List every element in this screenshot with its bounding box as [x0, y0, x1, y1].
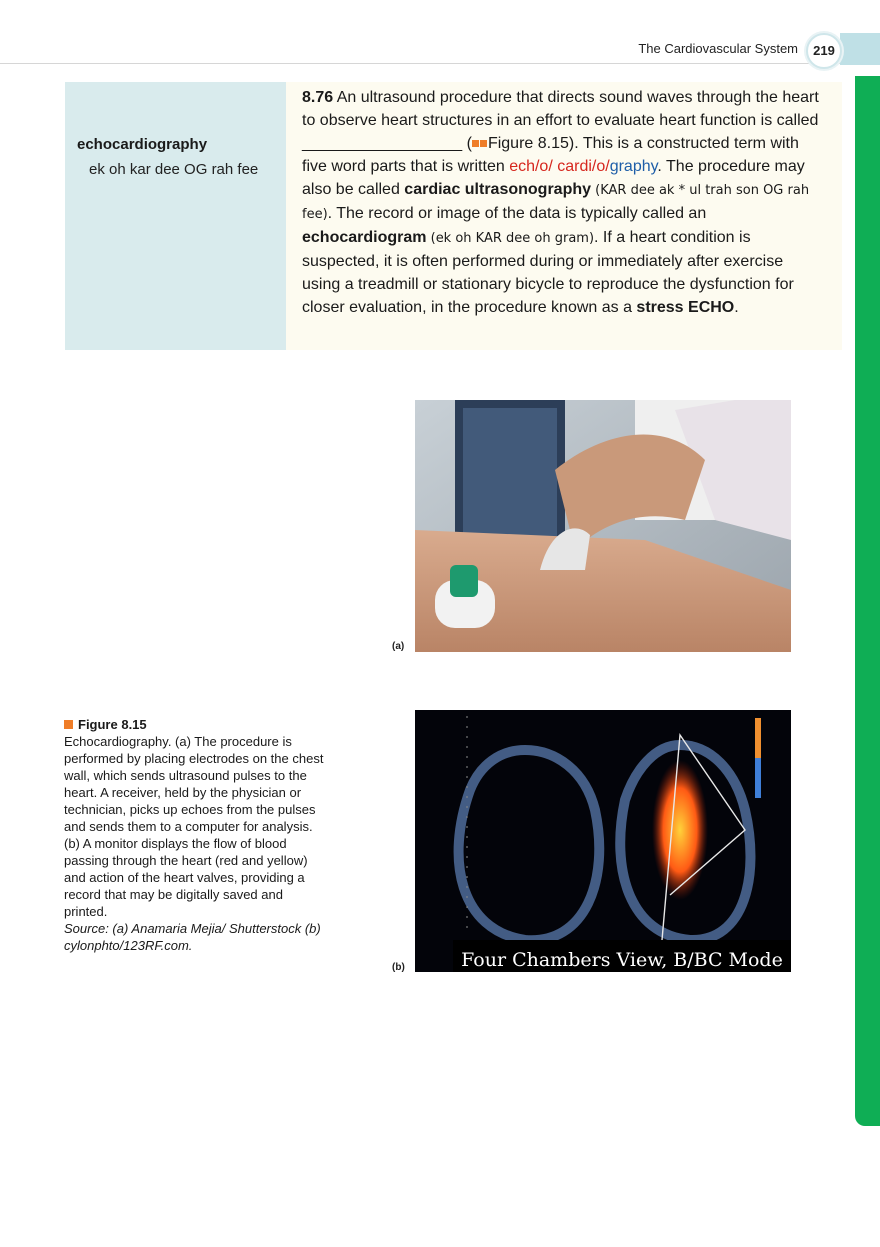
- chapter-title: The Cardiovascular System: [638, 41, 798, 56]
- ultrasound-procedure-photo: [415, 400, 791, 652]
- figure-caption-body: Echocardiography. (a) The procedure is performed by placing electrodes on the chest wall, which sends ultrasound pulses to the heart. A receiver, held by the physician or technician, picks up echoes from the pulses and sends them to a computer for analysis. (b) A monitor displays the flow of blood passing through the heart (red and yellow) and action of the heart valves, providing a record that may be digitally saved and printed.: [64, 734, 324, 919]
- page-number: 219: [806, 33, 842, 69]
- alt-term: cardiac ultrasonography: [404, 181, 592, 198]
- echo-image-caption: Four Chambers View, B/BC Mode: [461, 949, 783, 971]
- figure-ref-icon: [480, 140, 487, 147]
- alt-term-pronunciation: (KAR dee ak * ul trah son OG rah fee): [302, 183, 810, 222]
- word-parts-red: ech/o/ cardi/o/: [509, 158, 610, 175]
- word-part-blue: graphy: [609, 158, 658, 175]
- record-term-pronunciation: (ek oh KAR dee oh gram): [426, 231, 595, 246]
- figure-caption: [64, 716, 329, 954]
- figure-reference[interactable]: Figure 8.15: [487, 135, 569, 152]
- figure-caption-title: Figure 8.15: [78, 717, 147, 732]
- stress-term: stress ECHO: [636, 299, 735, 316]
- figure-a-photo: [415, 400, 791, 652]
- figure-b-echo-image: [415, 710, 791, 972]
- record-term: echocardiogram: [302, 229, 427, 246]
- definition-paragraph: 8.76 An ultrasound procedure that directs sound waves through the heart to observe heart structures in an effort to evaluate heart function is called __________________ ( Figure 8.15). This is a constructed term with five word parts that is written ech/o/ cardi/o/graphy. The procedure may also be called cardiac ultrasonography (KAR dee ak * ul trah son OG rah fee). The record or image of the data is typically called an echocardiogram (ek oh KAR dee oh gram). If a heart condition is suspected, it is often performed during or immediately after exercise using a treadmill or stationary bicycle to reproduce the dysfunction for closer evaluation, in the procedure known as a stress ECHO.: [302, 89, 819, 316]
- header-rule: [0, 63, 880, 64]
- term-word: echocardiography: [77, 136, 208, 153]
- figure-caption-source: Source: (a) Anamaria Mejia/ Shutterstock (b) cylonphto/123RF.com.: [64, 921, 321, 953]
- term-pronunciation: ek oh kar dee OG rah fee: [89, 161, 259, 178]
- echocardiogram-image: [415, 710, 791, 972]
- figure-square-icon: [64, 720, 73, 729]
- figure-ref-icon: [472, 140, 479, 147]
- chapter-side-tab: [855, 76, 880, 1126]
- header-band: [840, 33, 880, 65]
- figure-a-label: (a): [392, 641, 405, 652]
- figure-b-label: (b): [392, 962, 405, 973]
- frame-number: 8.76: [302, 89, 334, 106]
- term-panel: [65, 82, 286, 350]
